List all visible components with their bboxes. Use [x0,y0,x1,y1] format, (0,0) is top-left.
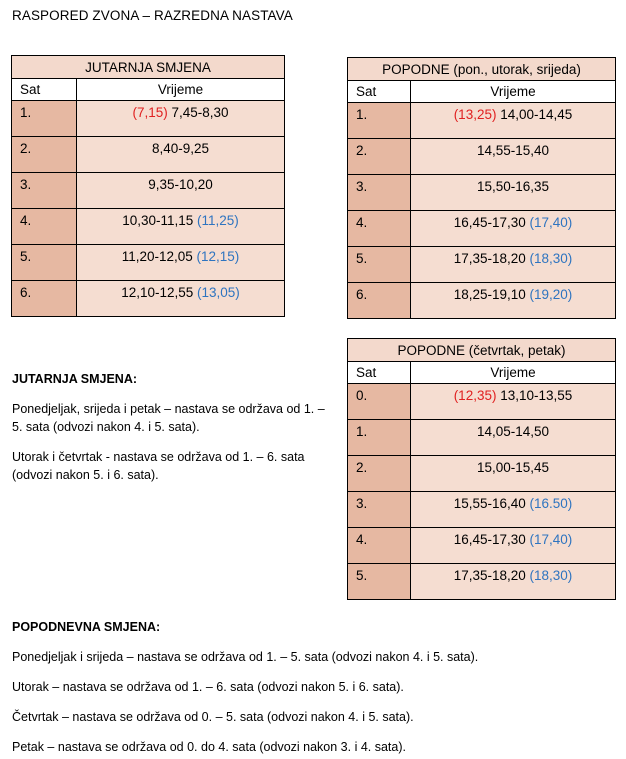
period-time-cell [411,564,616,600]
arrival-time: (7,15) [132,105,168,120]
table-row [348,528,616,564]
afternoon-notes-paragraph: Utorak – nastava se održava od 1. – 6. sata (odvozi nakon 5. i 6. sata). [12,680,404,694]
period-time-cell [77,209,285,245]
period-time-cell [411,103,616,139]
period-number: 3. [12,173,77,209]
departure-time: (12,15) [196,249,240,264]
table-row [12,281,285,317]
table-row [348,283,616,319]
departure-time: (18,30) [529,251,573,266]
period-time-cell [411,139,616,175]
period-number: 4. [348,528,411,564]
period-time-cell [411,211,616,247]
period-number: 6. [348,283,411,319]
period-time: 15,50-16,35 [476,179,550,194]
period-number: 5. [348,247,411,283]
table-row [348,103,616,139]
column-header-vrijeme: Vrijeme [77,79,285,101]
page-title: RASPORED ZVONA – RAZREDNA NASTAVA [12,8,293,23]
table-row [12,209,285,245]
column-header-vrijeme: Vrijeme [411,362,616,384]
period-number: 6. [12,281,77,317]
departure-time: (19,20) [529,287,573,302]
period-time-cell [411,456,616,492]
period-time-cell [411,283,616,319]
departure-time: (18,30) [529,568,573,583]
period-number: 4. [348,211,411,247]
table-row [348,384,616,420]
period-time-cell [77,281,285,317]
arrival-time: (13,25) [453,107,497,122]
morning-notes-heading: JUTARNJA SMJENA: [12,372,138,386]
period-time-cell [411,492,616,528]
table-row [12,137,285,173]
period-number: 2. [348,139,411,175]
afternoon-notes-paragraph: Petak – nastava se održava od 0. do 4. sata (odvozi nakon 3. i 4. sata). [12,740,406,754]
period-time: 15,55-16,40 [453,496,526,511]
departure-time: (13,05) [197,285,240,300]
period-number: 0. [348,384,411,420]
period-time: 13,10-13,55 [500,388,573,403]
period-time-cell [77,245,285,281]
period-number: 1. [348,103,411,139]
table-title: POPODNE (pon., utorak, srijeda) [348,58,616,81]
column-header-sat: Sat [348,362,411,384]
period-time: 18,25-19,10 [453,287,526,302]
table-row [348,139,616,175]
morning-notes-paragraph: Utorak i četvrtak - nastava se održava od 1. – 6. sata (odvozi nakon 5. i 6. sata). [12,450,305,482]
period-time: 17,35-18,20 [453,251,526,266]
departure-time: (17,40) [529,532,573,547]
table-row [348,492,616,528]
table-row [12,173,285,209]
table-row [348,564,616,600]
period-time-cell [77,137,285,173]
table-title: POPODNE (četvrtak, petak) [348,339,616,362]
afternoon-notes-paragraph: Četvrtak – nastava se održava od 0. – 5. sata (odvozi nakon 4. i 5. sata). [12,710,414,724]
period-time-cell [411,420,616,456]
table-row [348,456,616,492]
column-header-sat: Sat [12,79,77,101]
period-time: 11,20-12,05 [121,249,193,264]
period-time-cell [411,247,616,283]
period-time: 16,45-17,30 [453,215,526,230]
period-time: 14,05-14,50 [476,424,550,439]
table-row [12,245,285,281]
afternoon-mon-wed-table [347,57,616,319]
period-time: 15,00-15,45 [476,460,550,475]
table-row [348,175,616,211]
period-time: 16,45-17,30 [453,532,526,547]
departure-time: (17,40) [529,215,573,230]
period-number: 2. [12,137,77,173]
column-header-vrijeme: Vrijeme [411,81,616,103]
table-row [348,247,616,283]
afternoon-thu-fri-table [347,338,616,600]
column-header-sat: Sat [348,81,411,103]
period-time-cell [411,175,616,211]
table-row [348,420,616,456]
departure-time: (16.50) [529,496,573,511]
afternoon-notes [12,618,612,756]
period-time: 17,35-18,20 [453,568,526,583]
period-number: 3. [348,175,411,211]
period-time: 14,00-14,45 [500,107,573,122]
period-time: 10,30-11,15 [122,213,194,228]
period-number: 3. [348,492,411,528]
period-time: 9,35-10,20 [148,177,213,192]
period-number: 5. [12,245,77,281]
period-time: 7,45-8,30 [171,105,229,120]
period-number: 2. [348,456,411,492]
table-row [348,211,616,247]
period-time-cell [77,101,285,137]
afternoon-notes-paragraph: Ponedjeljak i srijeda – nastava se održava od 1. – 5. sata (odvozi nakon 4. i 5. sata). [12,650,479,664]
arrival-time: (12,35) [453,388,497,403]
period-time: 8,40-9,25 [151,141,210,156]
period-number: 1. [12,101,77,137]
morning-notes-paragraph: Ponedjeljak, srijeda i petak – nastava se održava od 1. – 5. sata (odvozi nakon 4. i 5. sata). [12,402,325,434]
morning-notes [12,370,332,484]
period-number: 1. [348,420,411,456]
period-time-cell [411,528,616,564]
period-number: 5. [348,564,411,600]
afternoon-notes-heading: POPODNEVNA SMJENA: [12,620,161,634]
period-time-cell [411,384,616,420]
period-number: 4. [12,209,77,245]
table-title: JUTARNJA SMJENA [12,56,285,79]
departure-time: (11,25) [197,213,239,228]
morning-shift-table [11,55,285,317]
period-time-cell [77,173,285,209]
table-row [12,101,285,137]
period-time: 14,55-15,40 [476,143,550,158]
period-time: 12,10-12,55 [121,285,194,300]
